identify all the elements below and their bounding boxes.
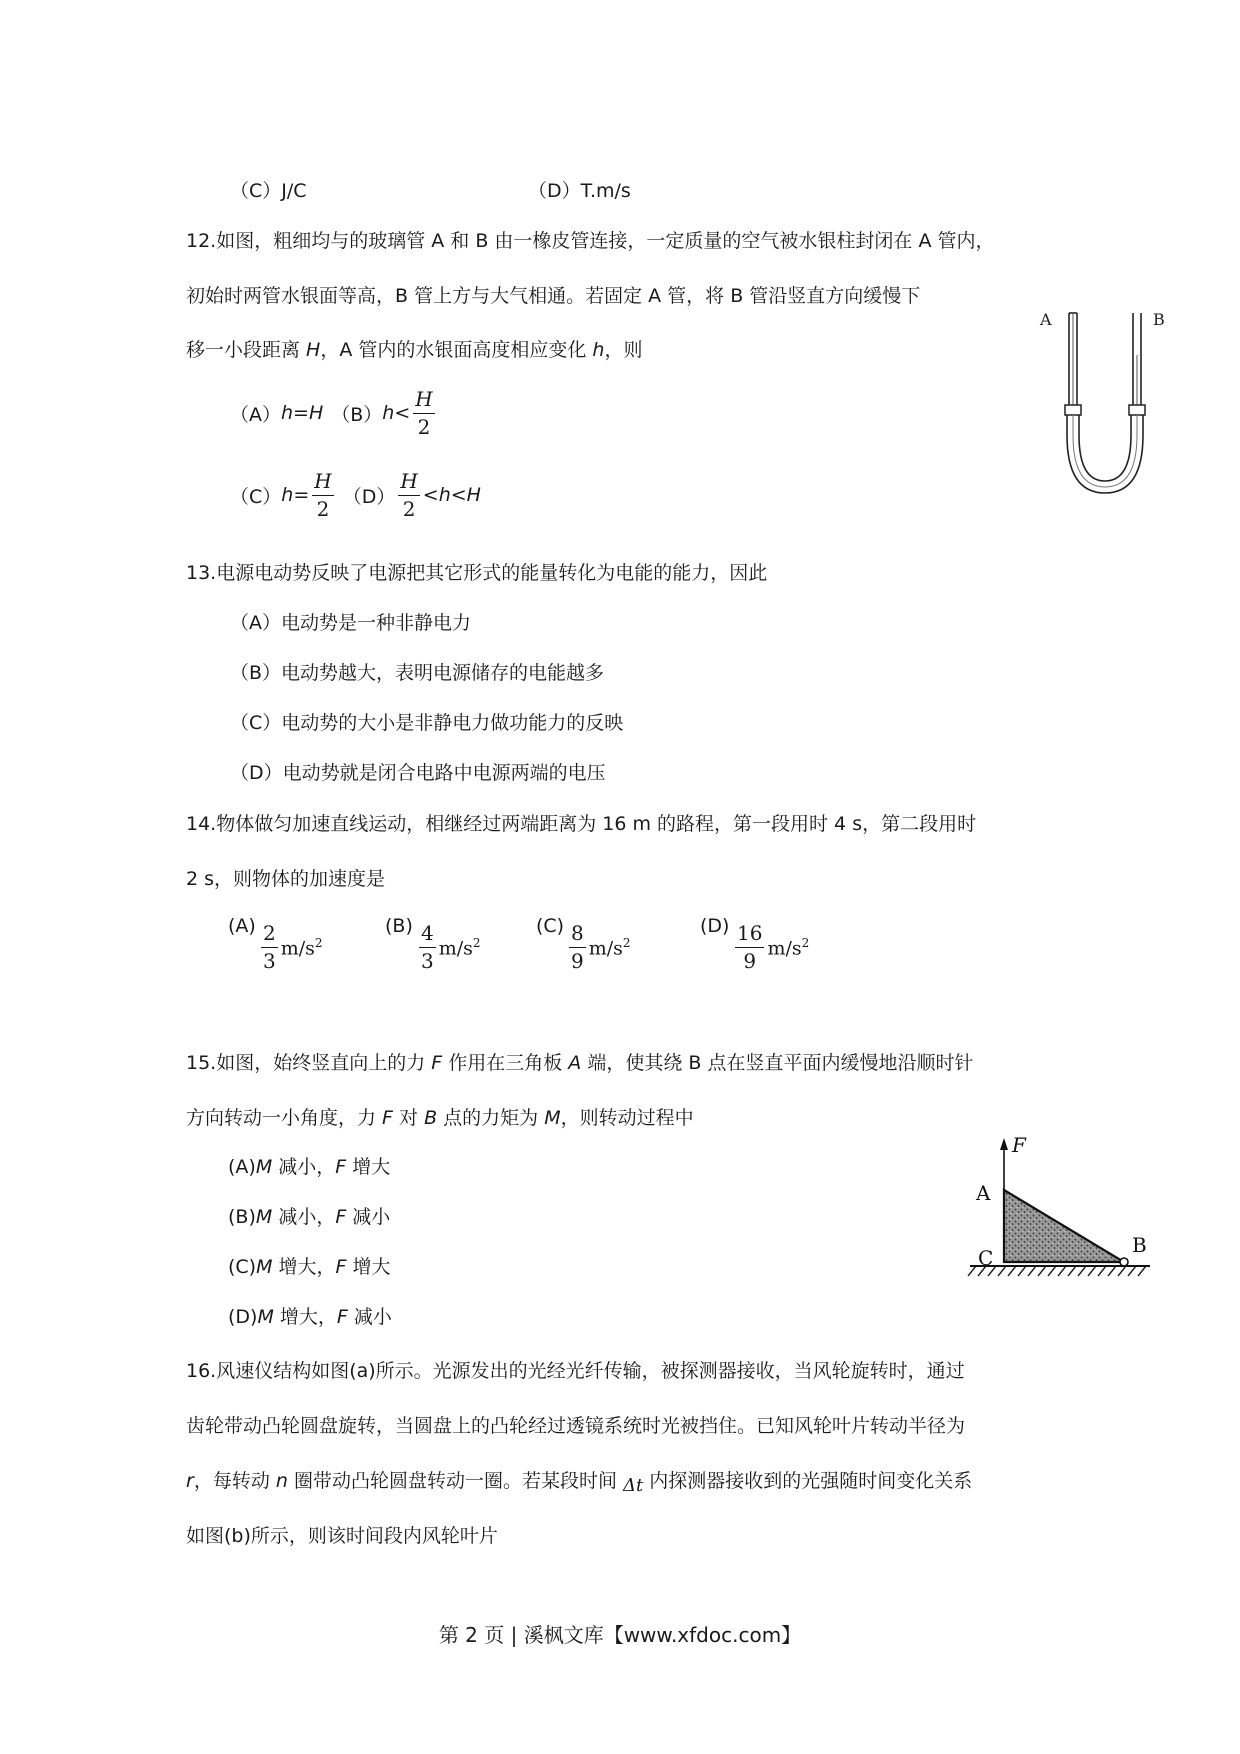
- q12-fraction-h-over-2: $\frac{H}{2}$: [314, 468, 332, 521]
- q16-stem-line4: 如图(b)所示，则该时间段内风轮叶片: [186, 1525, 498, 1547]
- option-label: (B): [385, 915, 413, 937]
- q13-stem: 13.电源电动势反映了电源把其它形式的能量转化为电能的能力，因此: [186, 562, 768, 584]
- q15-option-b: (B)M 减小，F 减小: [228, 1206, 391, 1228]
- q13-option-d: （D）电动势就是闭合电路中电源两端的电压: [230, 762, 606, 784]
- option-label: (D): [700, 915, 730, 937]
- q11-option-d: （D）T.m/s: [528, 180, 631, 202]
- q15-option-c: (C)M 增大，F 增大: [228, 1256, 391, 1278]
- q13-option-b: （B）电动势越大，表明电源储存的电能越多: [230, 662, 605, 684]
- point-a-label: A: [976, 1181, 991, 1205]
- q16-stem-line1: 16.风速仪结构如图(a)所示。光源发出的光经光纤传输，被探测器接收，当风轮旋转时，通过: [186, 1360, 965, 1382]
- option-value: $\frac{2}{3}$ $m/s^2$: [263, 921, 323, 973]
- q12-fraction-h-over-2: $\frac{H}{2}$: [400, 468, 418, 521]
- option-label: (C): [536, 915, 565, 937]
- q12-options-row2: （C） h= $\frac{H}{2}$ （D） $\frac{H}{2}$ <h<H: [230, 468, 481, 521]
- force-f-label: F: [1012, 1133, 1026, 1157]
- point-b-label: B: [1132, 1233, 1147, 1257]
- q15-stem-line1: 15.如图，始终竖直向上的力 F 作用在三角板 A 端，使其绕 B 点在竖直平面内缓慢地沿顺时针: [186, 1052, 974, 1074]
- q15-option-d: (D)M 增大，F 减小: [228, 1306, 392, 1328]
- page-footer: 第 2 页 | 溪枫文库【www.xfdoc.com】: [438, 1623, 802, 1647]
- q16-stem-line3: r，每转动 n 圈带动凸轮圆盘转动一圈。若某段时间 Δt 内探测器接收到的光强随时间变化关系: [186, 1470, 973, 1496]
- triangle-plate-figure: [960, 1130, 1160, 1290]
- q14-stem-line1: 14.物体做匀加速直线运动，相继经过两端距离为 16 m 的路程，第一段用时 4 s，第二段用时: [186, 813, 977, 835]
- q15-stem-line2: 方向转动一小角度，力 F 对 B 点的力矩为 M，则转动过程中: [186, 1107, 694, 1129]
- option-label: (A): [228, 915, 256, 937]
- tube-b-label: B: [1153, 310, 1165, 329]
- option-value: $\frac{4}{3}$ $m/s^2$: [421, 921, 481, 973]
- tube-a-label: A: [1040, 310, 1052, 329]
- q11-option-c: （C）J/C: [230, 180, 307, 202]
- q12-stem-line1: 12.如图，粗细均与的玻璃管 A 和 B 由一橡皮管连接，一定质量的空气被水银柱封闭在 A 管内，: [186, 230, 995, 252]
- q13-option-c: （C）电动势的大小是非静电力做功能力的反映: [230, 712, 624, 734]
- point-c-label: C: [978, 1246, 994, 1270]
- q12-options-row1: （A） h=H （B） h< $\frac{H}{2}$: [230, 386, 433, 439]
- q12-stem-line2: 初始时两管水银面等高，B 管上方与大气相通。若固定 A 管，将 B 管沿竖直方向缓慢下: [186, 285, 921, 307]
- q16-stem-line2: 齿轮带动凸轮圆盘旋转，当圆盘上的凸轮经过透镜系统时光被挡住。已知风轮叶片转动半径为: [186, 1415, 966, 1437]
- q13-option-a: （A）电动势是一种非静电力: [230, 612, 471, 634]
- u-tube-figure: [1035, 305, 1175, 505]
- q12-stem-line3: 移一小段距离 H，A 管内的水银面高度相应变化 h，则: [186, 339, 643, 361]
- q14-stem-line2: 2 s，则物体的加速度是: [186, 868, 386, 890]
- q15-option-a: (A)M 减小，F 增大: [228, 1156, 391, 1178]
- q12-fraction-h-over-2: $\frac{H}{2}$: [415, 386, 433, 439]
- option-value: $\frac{16}{9}$ $m/s^2$: [737, 921, 810, 973]
- option-value: $\frac{8}{9}$ $m/s^2$: [571, 921, 631, 973]
